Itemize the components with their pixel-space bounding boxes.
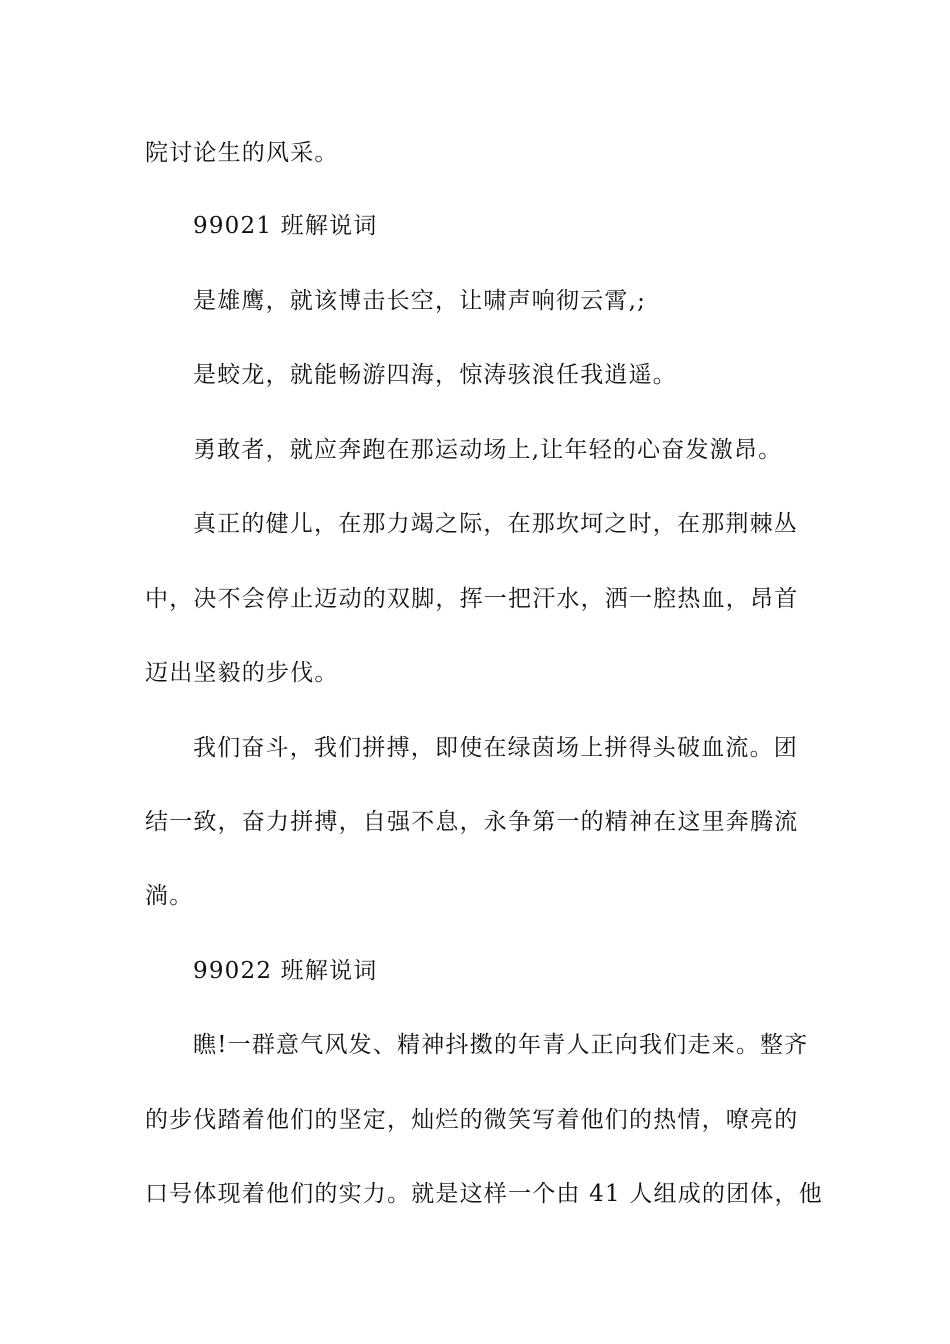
text-line-15: 口号体现着他们的实力。就是这样一个由 41 人组成的团体，他 (145, 1181, 823, 1207)
text-line-4: 是蛟龙，就能畅游四海，惊涛骇浪任我逍遥。 (193, 362, 677, 388)
text-line-14: 的步伐踏着他们的坚定，灿烂的微笑写着他们的热情，嘹亮的 (145, 1107, 799, 1133)
text-line-9: 我们奋斗，我们拼搏，即使在绿茵场上拼得头破血流。团 (193, 735, 798, 761)
text-line-11: 淌。 (145, 883, 194, 909)
text-line-1: 院讨论生的风采。 (145, 140, 339, 166)
section-heading-99021: 99021 班解说词 (193, 213, 378, 239)
text-line-7: 中，决不会停止迈动的双脚，挥一把汗水，洒一腔热血，昂首 (145, 586, 799, 612)
text-line-3: 是雄鹰，就该博击长空，让啸声响彻云霄,; (193, 288, 647, 314)
text-line-8: 迈出坚毅的步伐。 (145, 660, 339, 686)
section-heading-99022: 99022 班解说词 (193, 958, 378, 984)
text-line-13: 瞧!一群意气风发、精神抖擞的年青人正向我们走来。整齐 (193, 1032, 809, 1058)
text-line-5: 勇敢者，就应奔跑在那运动场上,让年轻的心奋发激昂。 (193, 437, 783, 463)
text-line-10: 结一致，奋力拼搏，自强不息，永争第一的精神在这里奔腾流 (145, 809, 799, 835)
text-line-6: 真正的健儿，在那力竭之际，在那坎坷之时，在那荆棘丛 (193, 511, 798, 537)
